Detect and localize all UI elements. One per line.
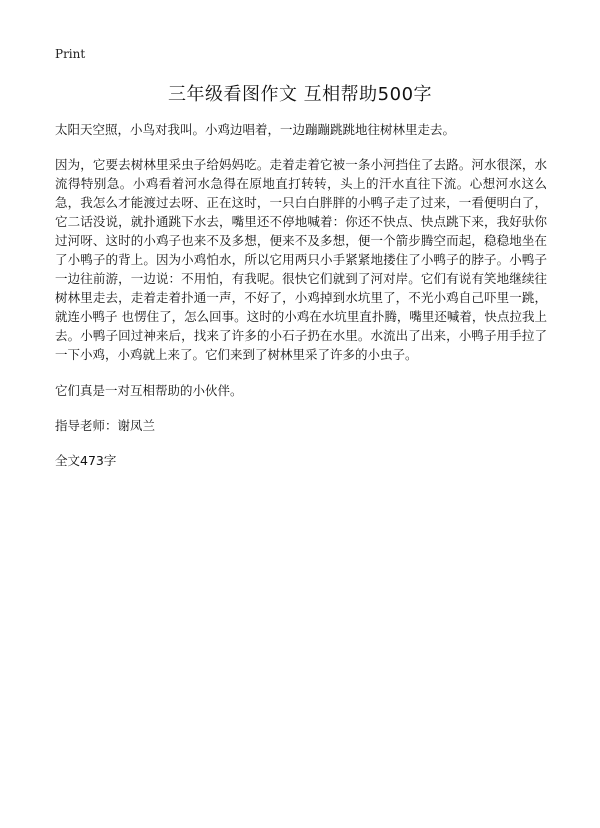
paragraph-conclusion: 它们真是一对互相帮助的小伙伴。: [55, 383, 243, 398]
article-title: 三年级看图作文 互相帮助500字: [167, 84, 433, 105]
print-link[interactable]: Print: [55, 47, 86, 61]
paragraph-intro: 太阳天空照，小鸟对我叫。小鸡边唱着，一边蹦蹦跳跳地往树林里走去。: [55, 122, 456, 137]
article-body: [55, 120, 547, 486]
paragraph-story: 因为，它要去树林里采虫子给妈妈吃。走着走着它被一条小河挡住了去路。河水很深，水流得特别急。小鸡看着河水急得在原地直打转转，头上的汗水直往下流。心想河水这么急，我怎么才能渡过去呀、正在这时，一只白白胖胖的小鸭子走了过来，一看便明白了，它二话没说，就扑通跳下水去，嘴里还不停地喊着：你还不快点、快点跳下来，我好驮你过河呀、这时的小鸡子也来不及多想，便来不及多想，便一个箭步腾空而起，稳稳地坐在了小鸭子的背上。因为小鸡怕水，所以它用两只小手紧紧地搂住了小鸭子的脖子。小鸭子一边往前游，一边说：不用怕，有我呢。很快它们就到了河对岸。它们有说有笑地继续往树林里走去，走着走着扑通一声，不好了，小鸡掉到水坑里了，不光小鸡自己吓里一跳，就连小鸭子 也愣住了，怎么回事。这时的小鸡在水坑里直扑腾，嘴里还喊着，快点拉我上去。小鸭子回过神来后，找来了许多的小石子扔在水里。水流出了出来，小鸭子用手拉了一下小鸡，小鸡就上来了。它们来到了树林里采了许多的小虫子。: [55, 157, 547, 362]
teacher-credit: 指导老师：谢凤兰: [55, 418, 156, 433]
word-count: 全文473字: [55, 453, 117, 468]
